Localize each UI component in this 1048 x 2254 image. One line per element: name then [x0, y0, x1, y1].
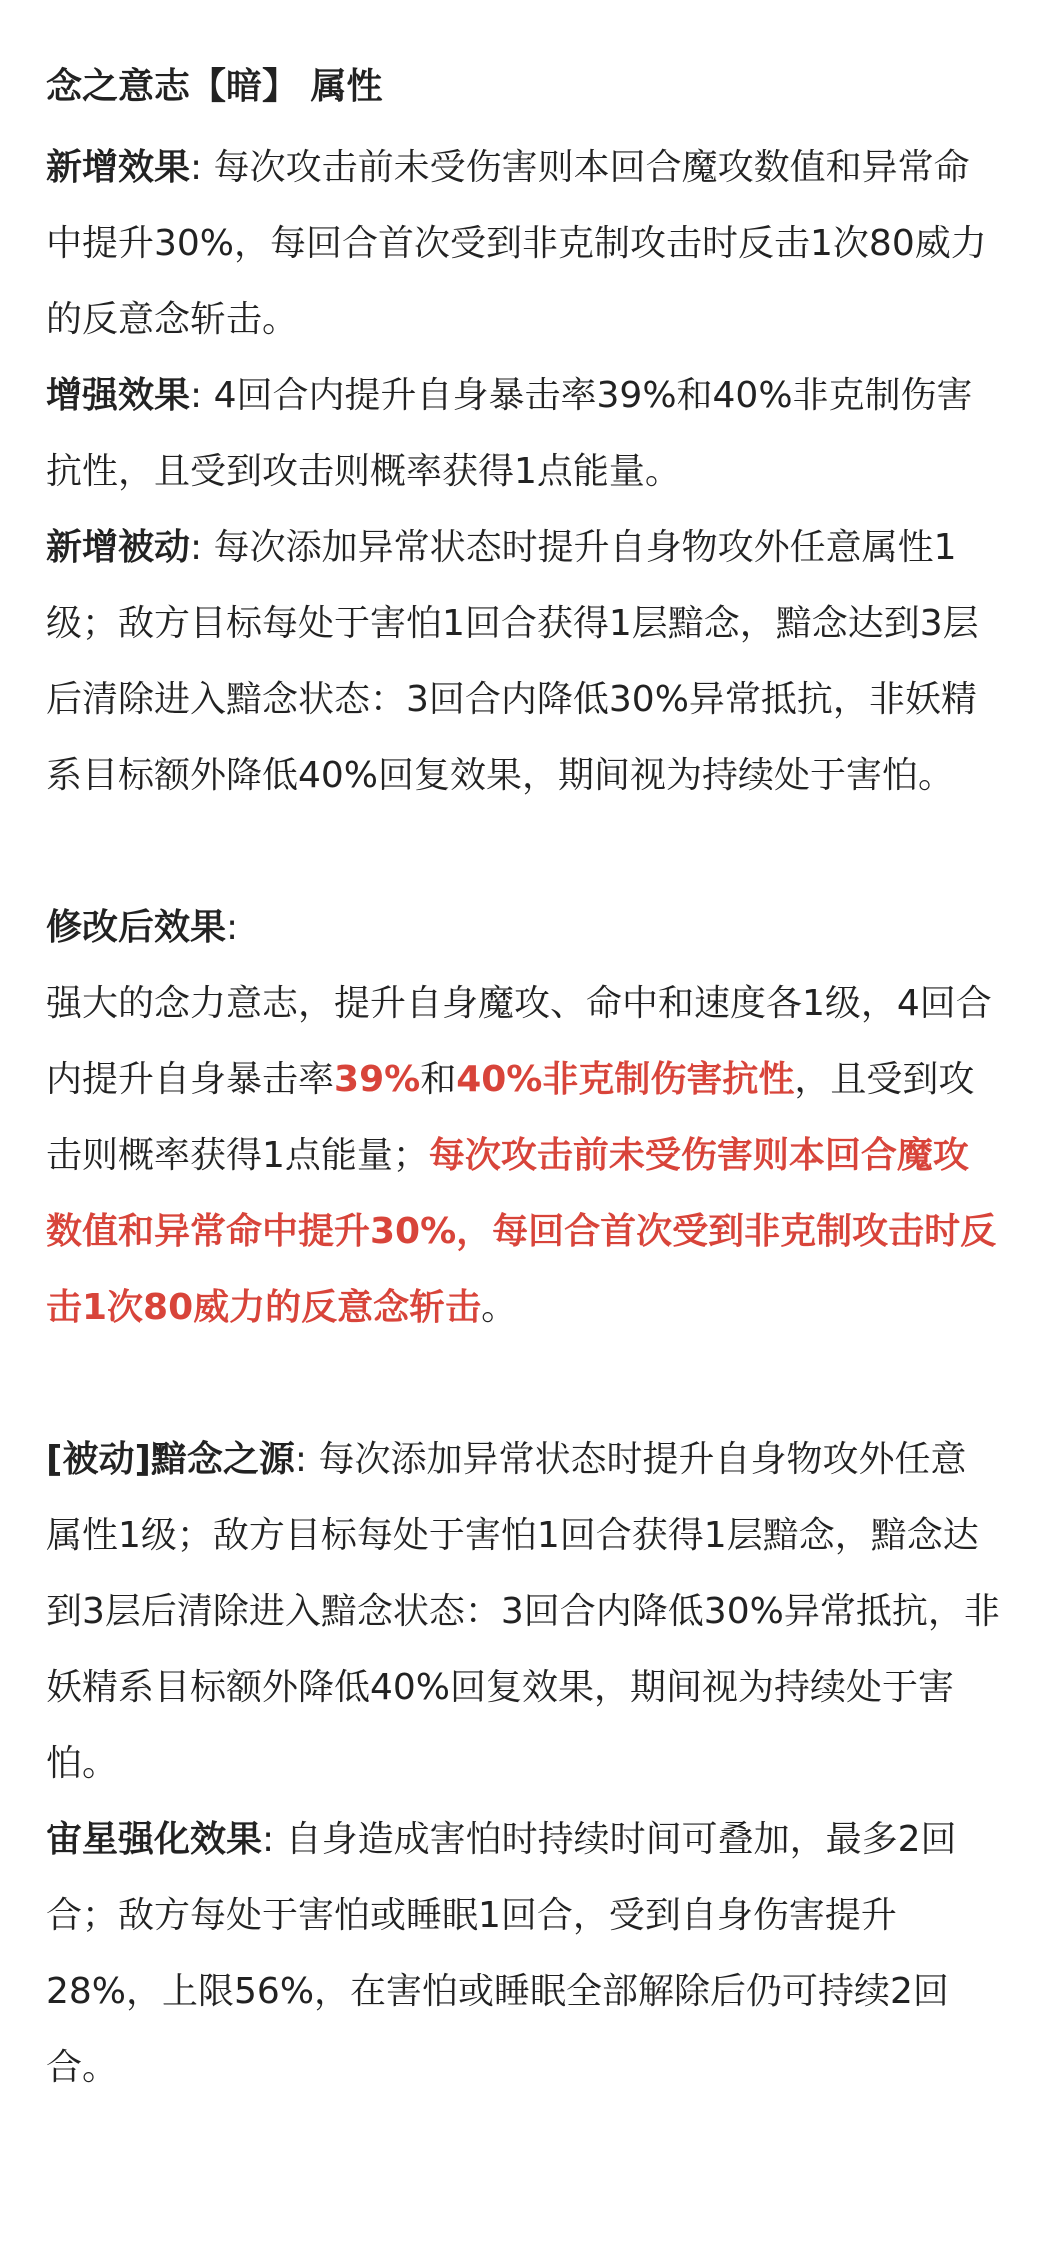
- star-enhance-sep: :: [262, 1819, 275, 1860]
- modified-highlight-counter: 每次攻击前未受伤害则本回合魔攻数值和异常命中提升30%，每回合首次受到非克制攻击时反击1次80威力的反意念斩击: [46, 1135, 997, 1328]
- modified-text-3: ，且受到攻击则概率获得1点能量；: [46, 1059, 975, 1176]
- modified-label: 修改后效果: [46, 907, 227, 948]
- modified-highlight-crit: 39%: [334, 1059, 421, 1100]
- new-passive-sep: :: [190, 527, 203, 568]
- star-enhance-paragraph: [46, 1802, 1002, 2106]
- new-passive-text: 每次添加异常状态时提升自身物攻外任意属性1级；敌方目标每处于害怕1回合获得1层黯念，黯念达到3层后清除进入黯念状态：3回合内降低30%异常抵抗，非妖精系目标额外降低40%回复效果，期间视为持续处于害怕。: [46, 527, 979, 796]
- modified-text-1: 强大的念力意志，提升自身魔攻、命中和速度各1级，4回合内提升自身暴击率: [46, 983, 992, 1100]
- new-passive-paragraph: [46, 510, 1002, 814]
- new-effect-paragraph: [46, 130, 1002, 358]
- enhance-effect-sep: :: [190, 375, 203, 416]
- section-spacer: [46, 1346, 1002, 1422]
- attribute-title: 念之意志【暗】 属性: [46, 66, 383, 107]
- passive-source-text: 每次添加异常状态时提升自身物攻外任意属性1级；敌方目标每处于害怕1回合获得1层黯念，黯念达到3层后清除进入黯念状态：3回合内降低30%异常抵抗，非妖精系目标额外降低40%回复效果，期间视为持续处于害怕。: [46, 1439, 1000, 1784]
- passive-source-sep: :: [294, 1439, 308, 1480]
- star-enhance-label: 宙星强化效果: [46, 1819, 263, 1860]
- modified-sep: :: [226, 907, 239, 948]
- new-effect-label: 新增效果: [46, 147, 191, 188]
- modified-paragraph: [46, 966, 1002, 1346]
- modified-text-4: 。: [481, 1287, 518, 1328]
- enhance-effect-paragraph: [46, 358, 1002, 510]
- enhance-effect-text: 4回合内提升自身暴击率39%和40%非克制伤害抗性，且受到攻击则概率获得1点能量。: [46, 375, 973, 492]
- passive-source-paragraph: [46, 1422, 1002, 1802]
- passive-source-label: [被动]黯念之源: [46, 1439, 295, 1480]
- modified-text-2: 和: [420, 1059, 457, 1100]
- new-effect-sep: :: [190, 147, 203, 188]
- enhance-effect-label: 增强效果: [46, 375, 191, 416]
- modified-highlight-resist: 40%非克制伤害抗性: [456, 1059, 795, 1100]
- section-spacer: [46, 814, 1002, 890]
- modified-heading: [46, 890, 1002, 966]
- star-enhance-text: 自身造成害怕时持续时间可叠加，最多2回合；敌方每处于害怕或睡眠1回合，受到自身伤害提升28%，上限56%，在害怕或睡眠全部解除后仍可持续2回合。: [46, 1819, 957, 2088]
- new-effect-text: 每次攻击前未受伤害则本回合魔攻数值和异常命中提升30%，每回合首次受到非克制攻击时反击1次80威力的反意念斩击。: [46, 147, 987, 340]
- new-passive-label: 新增被动: [46, 527, 191, 568]
